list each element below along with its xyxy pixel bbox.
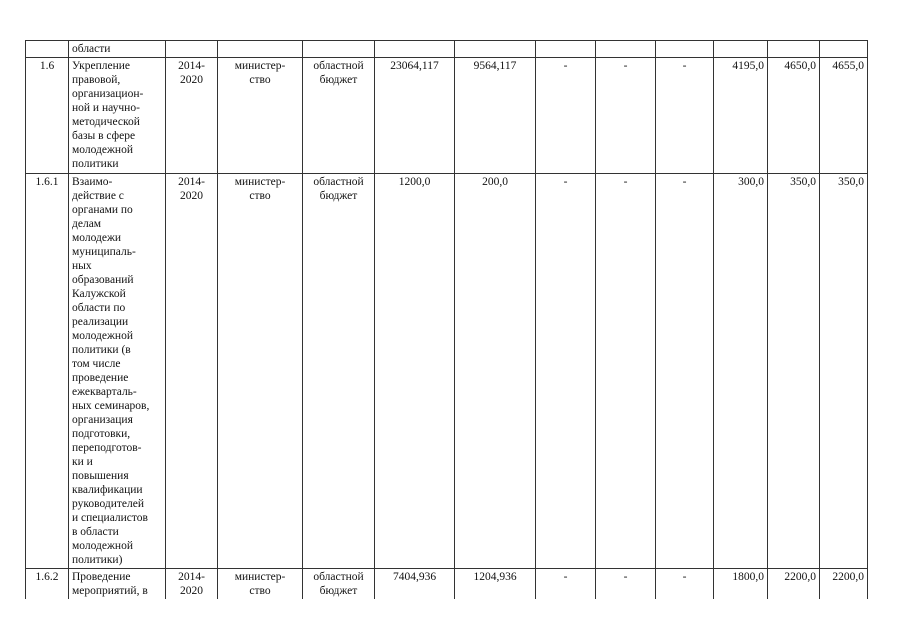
cell-period: 2014- 2020	[166, 58, 218, 174]
cell-name: Проведение мероприятий, в	[69, 569, 166, 600]
program-table	[25, 40, 868, 599]
cell-year-value: 300,0	[714, 174, 768, 569]
cell-number: 1.6	[26, 58, 69, 174]
cell-year-value: 350,0	[820, 174, 868, 569]
cell-total	[375, 41, 455, 58]
cell-name: Взаимо- действие с органами по делам молодежи муниципаль- ных образований Калужской области по реализации молодежной политики (в том числе проведение ежекварталь- ных семинаров, организация подготовки, переподготов- ки и повышения квалификации руководителей и специалистов в области молодежной политики)	[69, 174, 166, 569]
cell-year-value: 4195,0	[714, 58, 768, 174]
cell-period: 2014- 2020	[166, 174, 218, 569]
cell-year-value: 4655,0	[820, 58, 868, 174]
table-row	[26, 41, 868, 58]
cell-year-value	[536, 41, 596, 58]
cell-source: областной бюджет	[303, 174, 375, 569]
cell-year-value: -	[596, 58, 656, 174]
cell-year-value: -	[596, 174, 656, 569]
cell-year-value	[820, 41, 868, 58]
cell-source: областной бюджет	[303, 569, 375, 600]
cell-year-value	[714, 41, 768, 58]
cell-number	[26, 41, 69, 58]
cell-executor: министер- ство	[218, 569, 303, 600]
cell-year-value	[455, 41, 536, 58]
cell-year-value: -	[596, 569, 656, 600]
cell-period	[166, 41, 218, 58]
cell-executor: министер- ство	[218, 58, 303, 174]
cell-name: Укрепление правовой, организацион- ной и научно- методической базы в сфере молодежной политики	[69, 58, 166, 174]
cell-total: 7404,936	[375, 569, 455, 600]
cell-number: 1.6.2	[26, 569, 69, 600]
cell-year-value: -	[656, 569, 714, 600]
cell-executor: министер- ство	[218, 174, 303, 569]
cell-year-value: 1800,0	[714, 569, 768, 600]
cell-year-value: -	[656, 58, 714, 174]
cell-year-value: -	[536, 174, 596, 569]
cell-total: 23064,117	[375, 58, 455, 174]
cell-total: 1200,0	[375, 174, 455, 569]
cell-name: области	[69, 41, 166, 58]
cell-year-value: 350,0	[768, 174, 820, 569]
cell-executor	[218, 41, 303, 58]
table-row	[26, 58, 868, 174]
cell-source	[303, 41, 375, 58]
cell-source: областной бюджет	[303, 58, 375, 174]
cell-year-value: 9564,117	[455, 58, 536, 174]
cell-year-value: 1204,936	[455, 569, 536, 600]
cell-number: 1.6.1	[26, 174, 69, 569]
cell-period: 2014- 2020	[166, 569, 218, 600]
cell-year-value: 4650,0	[768, 58, 820, 174]
table-row	[26, 569, 868, 600]
cell-year-value: -	[536, 58, 596, 174]
cell-year-value	[768, 41, 820, 58]
cell-year-value	[656, 41, 714, 58]
table-row	[26, 174, 868, 569]
cell-year-value: -	[536, 569, 596, 600]
cell-year-value: 200,0	[455, 174, 536, 569]
cell-year-value: 2200,0	[820, 569, 868, 600]
cell-year-value	[596, 41, 656, 58]
cell-year-value: 2200,0	[768, 569, 820, 600]
cell-year-value: -	[656, 174, 714, 569]
